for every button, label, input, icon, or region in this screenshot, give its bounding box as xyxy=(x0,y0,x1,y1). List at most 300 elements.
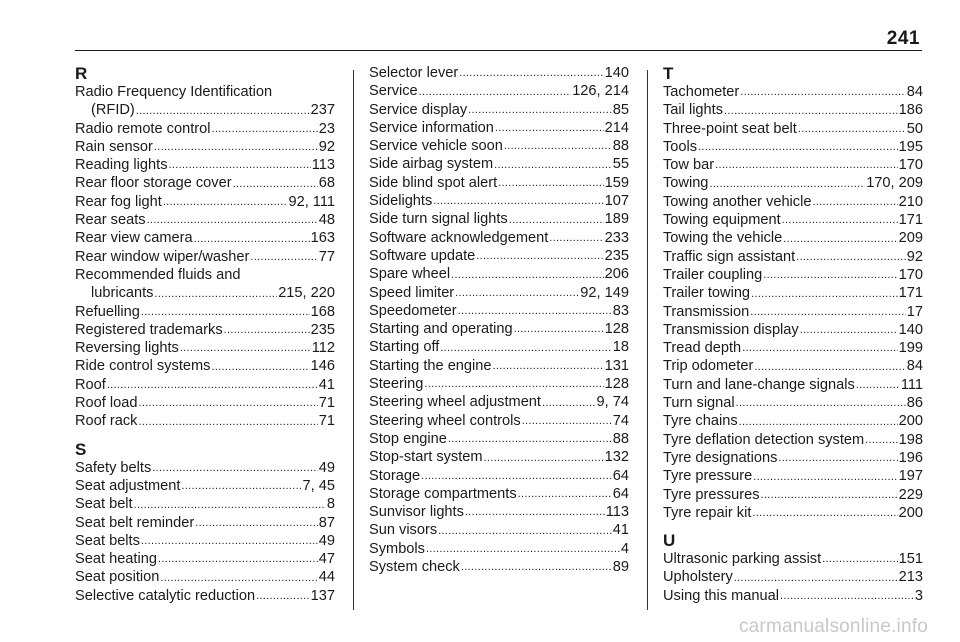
index-entry-label: Towing equipment xyxy=(663,212,781,229)
index-entry-label: Ride control systems xyxy=(75,358,211,375)
index-entry[interactable] xyxy=(663,568,923,586)
index-entry[interactable] xyxy=(663,120,923,138)
dot-leader xyxy=(484,451,604,465)
index-entry-label: Turn and lane-change signals xyxy=(663,376,855,393)
index-entry-label: Starting the engine xyxy=(369,357,492,374)
index-section xyxy=(663,531,923,605)
dot-leader xyxy=(752,506,897,520)
dot-leader xyxy=(211,360,309,374)
index-entry-page[interactable]: 159 xyxy=(604,174,629,191)
index-entry-label: Steering wheel adjustment xyxy=(369,394,541,411)
index-section xyxy=(663,64,923,522)
index-entry-page[interactable]: 23 xyxy=(318,120,335,137)
index-entry-page[interactable]: 210 xyxy=(898,193,923,210)
index-section xyxy=(75,440,335,605)
index-entry[interactable] xyxy=(369,119,629,137)
index-entry-label: Speed limiter xyxy=(369,284,455,301)
index-entry-page[interactable]: 41 xyxy=(612,522,629,539)
index-entry-page[interactable]: 49 xyxy=(318,532,335,549)
dot-leader xyxy=(865,433,897,447)
index-entry[interactable] xyxy=(75,514,335,532)
index-entry-label: Radio remote control xyxy=(75,120,211,137)
dot-leader xyxy=(455,286,579,300)
dot-leader xyxy=(514,322,604,336)
index-entry-page[interactable]: 74 xyxy=(612,412,629,429)
index-entry-label: Rear view camera xyxy=(75,230,193,247)
index-entry-page[interactable]: 199 xyxy=(898,340,923,357)
index-entry-page[interactable]: 146 xyxy=(310,358,335,375)
dot-leader xyxy=(798,122,906,136)
index-entry-label: Seat heating xyxy=(75,551,157,568)
index-entry[interactable] xyxy=(369,137,629,155)
index-entry-label: Seat adjustment xyxy=(75,477,181,494)
dot-leader xyxy=(138,396,317,410)
index-entry[interactable] xyxy=(75,357,335,375)
dot-leader xyxy=(250,250,317,264)
index-entry-label: Tyre pressures xyxy=(663,486,760,503)
index-entry[interactable] xyxy=(663,394,923,412)
index-entry-label: Side airbag system xyxy=(369,156,494,173)
index-entry[interactable] xyxy=(369,503,629,521)
index-entry[interactable] xyxy=(663,376,923,394)
index-entry[interactable] xyxy=(75,303,335,321)
index-entry[interactable] xyxy=(75,83,335,120)
dot-leader xyxy=(493,359,604,373)
index-entry[interactable] xyxy=(369,540,629,558)
index-entry-page[interactable]: 131 xyxy=(604,357,629,374)
index-entry-page[interactable]: 18 xyxy=(612,339,629,356)
index-entry-label: Towing xyxy=(663,175,709,192)
index-entry[interactable] xyxy=(663,357,923,375)
dot-leader xyxy=(476,249,603,263)
index-entry-page[interactable]: 88 xyxy=(612,138,629,155)
index-entry[interactable] xyxy=(663,138,923,156)
index-entry[interactable] xyxy=(75,376,335,394)
index-entry-page[interactable]: 92, 111 xyxy=(288,193,335,210)
dot-leader xyxy=(154,140,318,154)
dot-leader xyxy=(709,177,865,191)
index-entry[interactable] xyxy=(369,155,629,173)
index-entry-page[interactable]: 237 xyxy=(310,102,335,119)
index-entry-label: Towing the vehicle xyxy=(663,230,783,247)
dot-leader xyxy=(180,341,311,355)
index-entry-page[interactable]: 92 xyxy=(318,138,335,155)
index-entry[interactable] xyxy=(663,339,923,357)
index-entry-page[interactable]: 77 xyxy=(318,248,335,265)
index-entry-label: Recommended fluids and xyxy=(75,266,241,283)
dot-leader xyxy=(421,469,612,483)
index-entry-label: Roof xyxy=(75,376,106,393)
dot-leader xyxy=(822,552,897,566)
index-entry-page[interactable]: 214 xyxy=(604,119,629,136)
index-entry-label-continued: (RFID) xyxy=(91,102,135,119)
index-section xyxy=(75,64,335,431)
index-section xyxy=(369,64,629,576)
index-entry-page[interactable]: 3 xyxy=(914,587,923,604)
index-entry-page[interactable]: 71 xyxy=(318,413,335,430)
index-entry-label-continued: lubricants xyxy=(91,285,154,302)
dot-leader xyxy=(522,414,612,428)
dot-leader xyxy=(498,176,603,190)
index-entry-label: Service xyxy=(369,83,418,100)
dot-leader xyxy=(753,470,897,484)
index-entry-label: Symbols xyxy=(369,540,425,557)
dot-leader xyxy=(739,415,898,429)
index-entry-label: Tail lights xyxy=(663,102,724,119)
index-entry-page[interactable]: 112 xyxy=(311,340,335,357)
index-entry-page[interactable]: 64 xyxy=(612,485,629,502)
index-entry[interactable] xyxy=(75,138,335,156)
index-entry-page[interactable]: 171 xyxy=(898,285,923,302)
index-entry-label: Reading lights xyxy=(75,157,168,174)
index-entry-label: Tyre pressure xyxy=(663,468,753,485)
index-entry[interactable] xyxy=(663,211,923,229)
index-entry-label: Seat belt reminder xyxy=(75,514,195,531)
index-entry[interactable] xyxy=(369,338,629,356)
index-entry-page[interactable]: 55 xyxy=(612,156,629,173)
index-entry-page[interactable]: 209 xyxy=(898,230,923,247)
index-entry-label: Ultrasonic parking assist xyxy=(663,551,822,568)
index-entry[interactable] xyxy=(663,303,923,321)
index-entry-page[interactable]: 84 xyxy=(906,84,923,100)
dot-leader xyxy=(138,415,317,429)
index-entry[interactable] xyxy=(369,412,629,430)
dot-leader xyxy=(782,213,898,227)
index-entry-page[interactable]: 195 xyxy=(898,138,923,155)
index-entry[interactable] xyxy=(663,412,923,430)
index-entry[interactable] xyxy=(75,477,335,495)
index-entry-page[interactable]: 229 xyxy=(898,486,923,503)
index-entry[interactable] xyxy=(75,412,335,430)
dot-leader xyxy=(468,103,612,117)
index-entry-page[interactable]: 107 xyxy=(604,193,629,210)
index-entry[interactable] xyxy=(663,248,923,266)
dot-leader xyxy=(461,560,612,574)
index-entry[interactable] xyxy=(75,394,335,412)
dot-leader xyxy=(800,323,898,337)
index-entry[interactable] xyxy=(663,486,923,504)
index-entry-page[interactable]: 4 xyxy=(620,540,629,557)
column-divider xyxy=(353,70,354,610)
index-entry-page[interactable]: 87 xyxy=(318,514,335,531)
index-entry-page[interactable]: 88 xyxy=(612,430,629,447)
index-entry[interactable] xyxy=(369,210,629,228)
index-entry[interactable] xyxy=(369,265,629,283)
index-entry-label: Trailer coupling xyxy=(663,266,763,283)
index-entry-page[interactable]: 213 xyxy=(898,569,923,586)
index-entry-page[interactable]: 126, 214 xyxy=(572,83,629,100)
index-entry-label: Transmission display xyxy=(663,321,799,338)
index-entry[interactable] xyxy=(663,321,923,339)
index-entry-page[interactable]: 163 xyxy=(310,230,335,247)
index-entry[interactable] xyxy=(369,174,629,192)
index-entry[interactable] xyxy=(369,320,629,338)
index-entry-label: Trip odometer xyxy=(663,358,754,375)
index-entry-page[interactable]: 44 xyxy=(318,569,335,586)
index-entry-label: Storage xyxy=(369,467,421,484)
dot-leader xyxy=(141,305,310,319)
index-entry-page[interactable]: 206 xyxy=(604,266,629,283)
index-entry-page[interactable]: 196 xyxy=(898,449,923,466)
index-entry-page[interactable]: 140 xyxy=(898,321,923,338)
index-entry[interactable] xyxy=(369,247,629,265)
index-entry[interactable] xyxy=(75,174,335,192)
index-entry[interactable] xyxy=(369,393,629,411)
index-entry[interactable] xyxy=(369,357,629,375)
section-letter: S xyxy=(75,439,87,459)
dot-leader xyxy=(736,396,906,410)
index-entry[interactable] xyxy=(369,284,629,302)
index-entry-label: Service vehicle soon xyxy=(369,138,503,155)
dot-leader xyxy=(763,268,897,282)
index-entry-page[interactable]: 128 xyxy=(604,376,629,393)
index-entry-page[interactable]: 113 xyxy=(605,504,629,521)
dot-leader xyxy=(542,396,596,410)
index-entry[interactable] xyxy=(75,495,335,513)
index-entry-label: Tools xyxy=(663,138,698,155)
index-entry-label: Reversing lights xyxy=(75,340,179,357)
dot-leader xyxy=(147,213,318,227)
index-entry-page[interactable]: 64 xyxy=(612,467,629,484)
index-entry-label: Software acknowledgement xyxy=(369,229,549,246)
header-rule xyxy=(75,50,922,51)
index-entry-page[interactable]: 49 xyxy=(318,459,335,476)
index-entry-label: Sunvisor lights xyxy=(369,504,464,521)
index-entry-page[interactable]: 233 xyxy=(604,229,629,246)
index-entry-page[interactable]: 7, 45 xyxy=(302,477,335,494)
dot-leader xyxy=(796,250,906,264)
index-entry-page[interactable]: 128 xyxy=(604,321,629,338)
dot-leader xyxy=(754,360,905,374)
index-entry-label: Radio Frequency Identification xyxy=(75,84,273,100)
index-entry-label: Steering wheel controls xyxy=(369,412,521,429)
dot-leader xyxy=(233,177,318,191)
index-entry-label: Safety belts xyxy=(75,459,152,476)
index-entry[interactable] xyxy=(663,193,923,211)
index-entry-page[interactable]: 235 xyxy=(310,321,335,338)
index-entry[interactable] xyxy=(663,550,923,568)
index-entry-label: Tyre chains xyxy=(663,413,738,430)
index-entry-label: Side blind spot alert xyxy=(369,174,498,191)
index-entry[interactable] xyxy=(369,101,629,119)
index-entry-page[interactable]: 215, 220 xyxy=(278,285,335,302)
index-entry-label: Tow bar xyxy=(663,157,715,174)
index-entry-label: Selector lever xyxy=(369,65,459,81)
index-entry-page[interactable]: 235 xyxy=(604,247,629,264)
index-entry[interactable] xyxy=(75,532,335,550)
index-entry[interactable] xyxy=(75,229,335,247)
index-entry-page[interactable]: 47 xyxy=(318,551,335,568)
index-entry[interactable] xyxy=(369,64,629,82)
index-entry-page[interactable]: 85 xyxy=(612,101,629,118)
index-entry[interactable] xyxy=(663,83,923,101)
index-entry[interactable] xyxy=(369,229,629,247)
index-entry-label: Sun visors xyxy=(369,522,438,539)
dot-leader xyxy=(549,231,603,245)
index-entry[interactable] xyxy=(663,587,923,605)
index-entry[interactable] xyxy=(75,321,335,339)
index-entry-label: Rear seats xyxy=(75,212,146,229)
dot-leader xyxy=(169,158,311,172)
dot-leader xyxy=(438,524,612,538)
index-entry-page[interactable]: 50 xyxy=(906,120,923,137)
dot-leader xyxy=(181,479,301,493)
dot-leader xyxy=(856,378,900,392)
dot-leader xyxy=(750,305,906,319)
index-entry-page[interactable]: 68 xyxy=(318,175,335,192)
index-entry-page[interactable]: 171 xyxy=(898,212,923,229)
index-entry-label: Three-point seat belt xyxy=(663,120,797,137)
index-entry-label: Turn signal xyxy=(663,395,735,412)
index-entry-page[interactable]: 151 xyxy=(898,551,923,568)
index-entry-label: Storage compartments xyxy=(369,485,517,502)
dot-leader xyxy=(134,498,326,512)
index-entry[interactable] xyxy=(75,339,335,357)
index-entry[interactable] xyxy=(369,485,629,503)
dot-leader xyxy=(740,85,906,99)
index-entry-page[interactable]: 170, 209 xyxy=(866,175,923,192)
index-entry-label: Sidelights xyxy=(369,193,433,210)
index-entry[interactable] xyxy=(369,82,629,100)
index-entry[interactable] xyxy=(75,568,335,586)
index-entry-page[interactable]: 132 xyxy=(604,449,629,466)
index-entry[interactable] xyxy=(75,120,335,138)
index-entry-page[interactable]: 186 xyxy=(898,102,923,119)
dot-leader xyxy=(458,304,612,318)
index-entry-page[interactable]: 170 xyxy=(898,157,923,174)
dot-leader xyxy=(195,516,318,530)
index-entry-label: Using this manual xyxy=(663,587,779,604)
dot-leader xyxy=(724,104,898,118)
index-entry[interactable] xyxy=(369,430,629,448)
index-entry-label: Upholstery xyxy=(663,569,733,586)
index-entry-page[interactable]: 137 xyxy=(310,587,335,604)
dot-leader xyxy=(158,552,318,566)
index-entry[interactable] xyxy=(663,174,923,192)
index-entry-label: Steering xyxy=(369,376,424,393)
index-entry[interactable] xyxy=(663,504,923,522)
index-entry-page[interactable]: 71 xyxy=(318,395,335,412)
index-entry-page[interactable]: 92, 149 xyxy=(580,284,629,301)
dot-leader xyxy=(426,542,620,556)
index-entry[interactable] xyxy=(75,211,335,229)
index-entry-page[interactable]: 89 xyxy=(612,559,629,576)
index-entry[interactable] xyxy=(663,266,923,284)
index-entry-page[interactable]: 83 xyxy=(612,302,629,319)
index-entry-page[interactable]: 200 xyxy=(898,413,923,430)
index-entry-page[interactable]: 48 xyxy=(318,212,335,229)
index-entry-page[interactable]: 200 xyxy=(898,504,923,521)
index-entry-page[interactable]: 168 xyxy=(310,303,335,320)
index-entry[interactable] xyxy=(75,266,335,303)
watermark: carmanualsonline.info xyxy=(738,616,928,637)
index-entry-page[interactable]: 140 xyxy=(604,65,629,81)
dot-leader xyxy=(742,341,897,355)
index-entry-page[interactable]: 17 xyxy=(906,303,923,320)
index-entry[interactable] xyxy=(663,101,923,119)
index-entry-label: Rear floor storage cover xyxy=(75,175,232,192)
index-entry-page[interactable]: 9, 74 xyxy=(596,394,629,411)
index-entry[interactable] xyxy=(369,192,629,210)
dot-leader xyxy=(448,432,612,446)
index-entry-label: Starting off xyxy=(369,339,440,356)
dot-leader xyxy=(194,232,310,246)
index-entry[interactable] xyxy=(369,448,629,466)
index-entry[interactable] xyxy=(663,431,923,449)
dot-leader xyxy=(224,323,310,337)
index-entry[interactable] xyxy=(75,193,335,211)
index-entry[interactable] xyxy=(663,284,923,302)
index-entry-label: System check xyxy=(369,559,460,576)
dot-leader xyxy=(465,505,605,519)
index-entry-label: Tyre repair kit xyxy=(663,504,752,521)
section-letter: U xyxy=(663,531,676,551)
index-entry[interactable] xyxy=(663,467,923,485)
index-entry-page[interactable]: 113 xyxy=(311,157,335,174)
index-entry-page[interactable]: 8 xyxy=(326,496,335,513)
index-entry-page[interactable]: 189 xyxy=(604,211,629,228)
index-entry-label: Service display xyxy=(369,101,468,118)
index-entry[interactable] xyxy=(75,550,335,568)
index-entry-page[interactable]: 41 xyxy=(318,376,335,393)
index-entry-label: Roof rack xyxy=(75,413,138,430)
index-entry-page[interactable]: 86 xyxy=(906,395,923,412)
dot-leader xyxy=(715,158,898,172)
dot-leader xyxy=(761,488,898,502)
index-entry-page[interactable]: 111 xyxy=(900,376,923,393)
index-entry[interactable] xyxy=(369,467,629,485)
index-entry[interactable] xyxy=(369,558,629,576)
index-entry[interactable] xyxy=(663,156,923,174)
index-entry[interactable] xyxy=(369,521,629,539)
dot-leader xyxy=(509,213,604,227)
index-column-1 xyxy=(75,64,335,605)
index-entry-label: Tachometer xyxy=(663,84,740,100)
index-entry[interactable] xyxy=(75,459,335,477)
index-entry-label: Side turn signal lights xyxy=(369,211,508,228)
index-column-2 xyxy=(369,64,629,576)
index-entry-page[interactable]: 197 xyxy=(898,468,923,485)
index-entry[interactable] xyxy=(75,156,335,174)
index-entry-label: Transmission xyxy=(663,303,750,320)
dot-leader xyxy=(163,195,288,209)
index-entry-label: Stop engine xyxy=(369,430,447,447)
index-entry[interactable] xyxy=(663,229,923,247)
index-entry-label: Traffic sign assistant xyxy=(663,248,796,265)
index-entry[interactable] xyxy=(75,248,335,266)
index-entry-page[interactable]: 170 xyxy=(898,266,923,283)
dot-leader xyxy=(780,589,914,603)
dot-leader xyxy=(160,571,317,585)
index-entry-label: Tyre deflation detection system xyxy=(663,431,865,448)
index-entry-page[interactable]: 198 xyxy=(898,431,923,448)
index-entry-label: Seat position xyxy=(75,569,160,586)
index-entry-page[interactable]: 84 xyxy=(906,358,923,375)
index-entry[interactable] xyxy=(75,587,335,605)
index-entry-label: Speedometer xyxy=(369,302,457,319)
index-entry-page[interactable]: 92 xyxy=(906,248,923,265)
index-entry-label: Roof load xyxy=(75,395,138,412)
dot-leader xyxy=(440,341,611,355)
index-entry[interactable] xyxy=(663,449,923,467)
dot-leader xyxy=(459,66,603,80)
index-entry[interactable] xyxy=(369,375,629,393)
index-entry-label: Registered trademarks xyxy=(75,321,223,338)
dot-leader xyxy=(751,287,898,301)
dot-leader xyxy=(136,104,310,118)
dot-leader xyxy=(107,378,318,392)
index-entry[interactable] xyxy=(369,302,629,320)
